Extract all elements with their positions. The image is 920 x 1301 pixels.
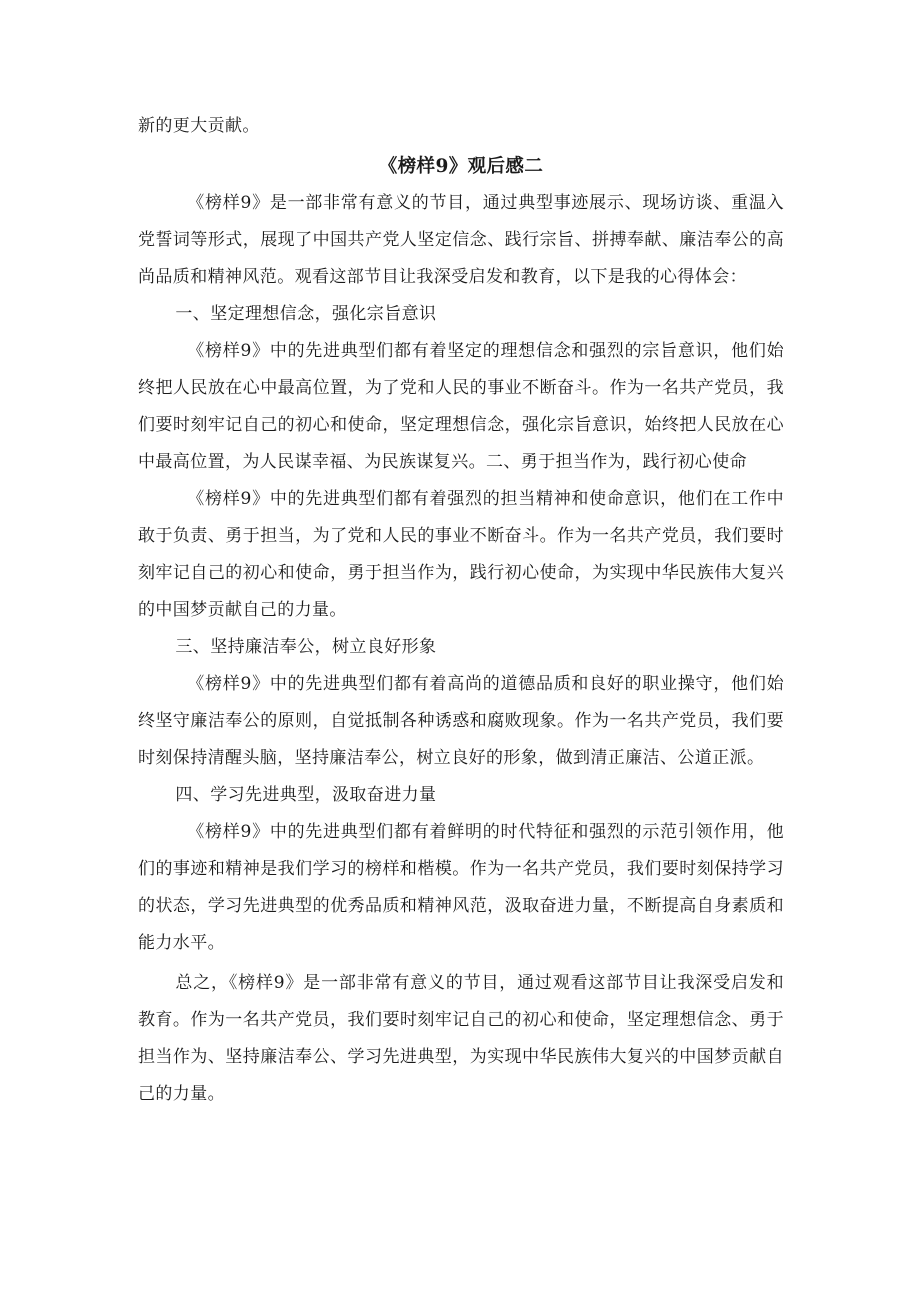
section-paragraph-4: 《榜样9》中的先进典型们都有着鲜明的时代特征和强烈的示范引领作用，他们的事迹和精神是我们学习的榜样和楷模。作为一名共产党员，我们要时刻保持学习的状态，学习先进典型的优秀品质和精神风范，汲取奋进力量，不断提高自身素质和能力水平。: [138, 822, 784, 953]
section-paragraph-3: 《榜样9》中的先进典型们都有着高尚的道德品质和良好的职业操守，他们始终坚守廉洁奉公的原则，自觉抵制各种诱惑和腐败现象。作为一名共产党员，我们要时刻保持清醒头脑，坚持廉洁奉公，树立良好的形象，做到清正廉洁、公道正派。: [138, 674, 784, 768]
carryover-text: 新的更大贡献。: [138, 116, 260, 136]
section-heading-1: 一、坚定理想信念，强化宗旨意识: [175, 304, 437, 324]
section-heading-3: 三、坚持廉洁奉公，树立良好形象: [175, 637, 437, 657]
section-paragraph-1: 《榜样9》中的先进典型们都有着坚定的理想信念和强烈的宗旨意识，他们始终把人民放在心中最高位置，为了党和人民的事业不断奋斗。作为一名共产党员，我们要时刻牢记自己的初心和使命，坚定理想信念，强化宗旨意识，始终把人民放在心中最高位置，为人民谋幸福、为民族谋复兴。二、勇于担当作为，践行初心使命: [138, 341, 784, 472]
section-paragraph-2: 《榜样9》中的先进典型们都有着强烈的担当精神和使命意识，他们在工作中敢于负责、勇于担当，为了党和人民的事业不断奋斗。作为一名共产党员，我们要时刻牢记自己的初心和使命，勇于担当作为，践行初心使命，为实现中华民族伟大复兴的中国梦贡献自己的力量。: [138, 489, 784, 620]
conclusion-paragraph: 总之，《榜样9》是一部非常有意义的节目，通过观看这部节目让我深受启发和教育。作为一名共产党员，我们要时刻牢记自己的初心和使命，坚定理想信念、勇于担当作为、坚持廉洁奉公、学习先进典型，为实现中华民族伟大复兴的中国梦贡献自己的力量。: [138, 973, 784, 1104]
document-page: [138, 108, 784, 1113]
intro-paragraph: 《榜样9》是一部非常有意义的节目，通过典型事迹展示、现场访谈、重温入党誓词等形式，展现了中国共产党人坚定信念、践行宗旨、拼搏奉献、廉洁奉公的高尚品质和精神风范。观看这部节目让我深受启发和教育，以下是我的心得体会：: [138, 193, 784, 287]
section-heading-4: 四、学习先进典型，汲取奋进力量: [175, 785, 437, 805]
document-title: 《榜样9》观后感二: [378, 156, 544, 177]
